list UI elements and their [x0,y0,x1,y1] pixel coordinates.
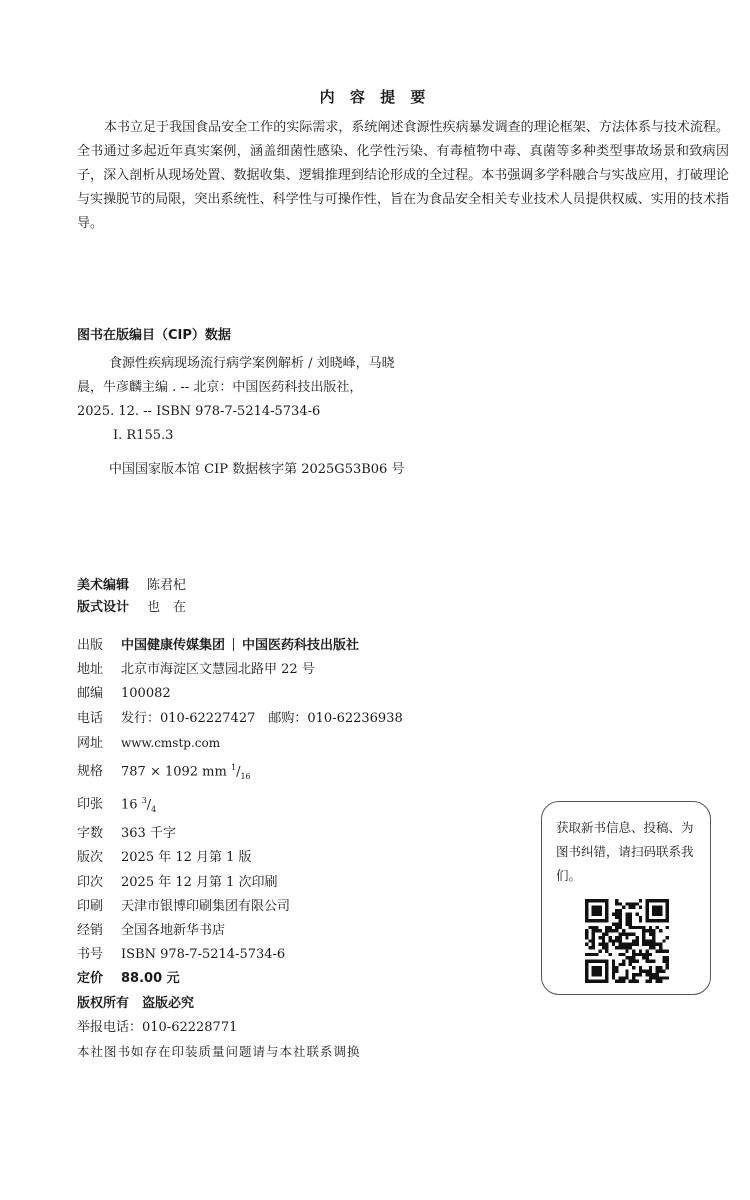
staff-label: 版式设计 [77,600,130,615]
separator [233,638,234,651]
isbn: ISBN 978-7-5214-5734-6 [121,947,286,963]
distributor-row [77,919,403,943]
publisher-name: 中国医药科技出版社 [242,638,360,653]
publisher-group: 中国健康传媒集团 [121,638,226,653]
format: 787 × 1092 mm [121,764,231,780]
cip-heading: 图书在版编目（CIP）数据 [77,328,231,343]
edition-row [77,846,403,870]
pub-label: 书号 [77,947,104,963]
printer-row [77,895,403,919]
price-row [77,967,403,991]
sheets: 16 [121,797,142,813]
sheets-numerator: 3 [141,796,147,806]
sheets-denominator: 4 [151,805,157,815]
qr-contact-card [541,801,711,995]
pub-label: 印刷 [77,898,104,914]
staff-label: 美术编辑 [77,578,130,593]
cip-line: 晨，牛彦麟主编 . -- 北京：中国医药科技出版社， [77,380,363,395]
address-row [77,658,403,682]
pub-label: 印次 [77,874,104,890]
publisher-row [77,634,403,658]
quality-notice: 本社图书如存在印装质量问题请与本社联系调换 [77,1044,361,1060]
cip-block [77,324,497,482]
pub-label: 规格 [77,764,104,780]
words-row [77,822,403,846]
staff-value: 也 在 [147,600,187,615]
staff-credits [77,575,186,619]
format-row: 规格 787 × 1092 mm $^1/_{16}$ [77,756,403,789]
pub-label: 经销 [77,923,104,939]
pub-label: 电话 [77,710,104,726]
pub-label: 字数 [77,826,104,842]
pub-label: 印张 [77,797,104,813]
edition: 2025 年 12 月第 1 版 [121,850,252,866]
cip-classification: Ⅰ. R155.3 [113,428,174,443]
staff-row [77,575,186,597]
printing-row [77,871,403,895]
report-phone: 举报电话：010-62228771 [77,1019,238,1035]
printing: 2025 年 12 月第 1 次印刷 [121,874,278,890]
qr-card-text: 获取新书信息、投稿、为图书纠错，请扫码联系我们。 [556,820,694,883]
cip-check-number: 中国国家版本馆 CIP 数据核字第 2025G53B06 号 [109,462,405,477]
price: 88.00 元 [121,971,180,987]
phone-row [77,707,403,731]
distributor: 全国各地新华书店 [121,923,226,939]
pub-label: 网址 [77,735,104,751]
phone: 发行：010-62227427 邮购：010-62236938 [121,710,403,726]
pub-label: 版次 [77,850,104,866]
isbn-row [77,943,403,967]
pub-label: 邮编 [77,686,104,702]
copyright-notice: 版权所有 盗版必究 [77,995,195,1011]
summary-heading: 内 容 提 要 [319,88,431,106]
address: 北京市海淀区文慧园北路甲 22 号 [121,662,315,678]
staff-value: 陈君杞 [147,578,187,593]
word-count: 363 千字 [121,826,176,842]
printer: 天津市银博印刷集团有限公司 [121,898,291,914]
pub-label: 定价 [77,971,104,987]
publication-info [77,634,403,1064]
staff-row [77,597,186,619]
format-numerator: 1 [230,763,237,773]
qr-code-icon[interactable] [585,899,669,983]
postcode-row [77,682,403,706]
format-denominator: 16 [240,771,251,781]
cip-line: 2025. 12. -- ISBN 978-7-5214-5734-6 [77,404,321,419]
pub-label: 出版 [77,638,104,653]
sheets-row: 印张 16 $^3/_4$ [77,789,403,822]
pub-label: 地址 [77,662,104,678]
cip-line: 食源性疾病现场流行病学案例解析 / 刘晓峰，马晓 [109,356,395,371]
summary-body: 本书立足于我国食品安全工作的实际需求，系统阐述食源性疾病暴发调查的理论框架、方法体系与技术流程。全书通过多起近年真实案例，涵盖细菌性感染、化学性污染、有毒植物中毒、真菌等多种类型事故场景和致病因子，深入剖析从现场处置、数据收集、逻辑推理到结论形成的全过程。本书强调多学科融合与实战应用，打破理论与实操脱节的局限，突出系统性、科学性与可操作性，旨在为食品安全相关专业技术人员提供权威、实用的技术指导。 [77,120,729,231]
website: www.cmstp.com [121,735,221,750]
postcode: 100082 [121,686,171,702]
web-row [77,731,403,756]
